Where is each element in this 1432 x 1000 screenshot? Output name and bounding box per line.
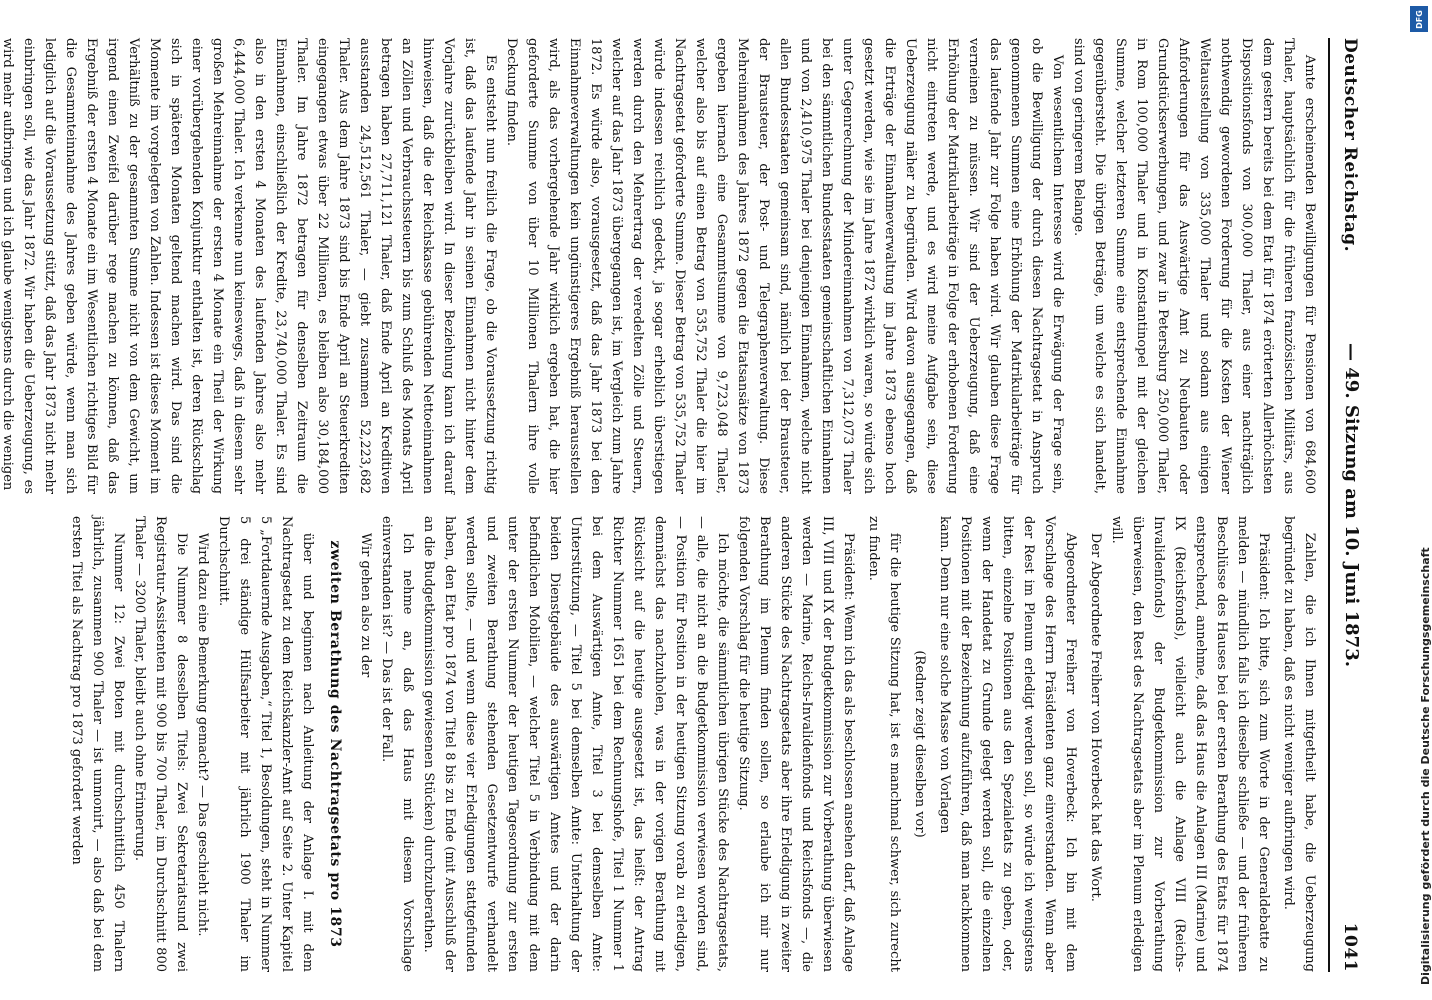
- paragraph: Ich möchte, die sämmtlichen übrigen Stücke des Nachtragsetats, — alle, die nicht an die Budgetkommission verwiesen worden sind, — Position für Position in der heutigen Sitzung vorab zu erledigen, demnächst das nachzuholen, was in der vorigen Berathung mit Rücksicht auf die heutige ausgesetzt ist, das heißt: der Antrag Richter Nummer 1651 bei dem Rechnungshofe, Titel 1 Nummer 1 bei dem Auswärtigen Amte, Titel 3 bei demselben Amte: Unterstützung, — Titel 5 bei demselben Amte: Unterhaltung der beiden Dienstgebäude des auswärtigen Amtes und der darin befindlichen Mobilien, — welcher Titel 5 in Verbindung mit dem unter der ersten Nummer der heutigen Tagesordnung zur ersten und zweiten Berathung stehenden Gesetzentwurfe verhandelt werden sollte, — und wenn diese vier Erledigungen stattgefunden haben, den Etat pro 1874 von Titel 8 bis zu Ende (mit Ausschluß der an die Budgetkommission gewiesenen Stücken) durchzuberathen.: [421, 516, 730, 972]
- text-column-right: [32, 516, 1320, 972]
- page-header: [1328, 38, 1370, 972]
- dfg-logo: DFG: [1410, 6, 1428, 32]
- text-columns: [0, 38, 1320, 972]
- paragraph: Zahlen, die ich Ihnen mitgetheilt habe, die Ueberzeugung begründet zu haben, daß es nicht weniger aufbringen wird.: [1281, 516, 1317, 972]
- text-column-left: [0, 38, 1320, 494]
- paragraph: Präsident: Wenn ich das als beschlossen ansehen darf, daß Anlage III, VIII und IX der Budgetkommission zur Vorberathung überwiesen werden — Marine, Reichs-Invalidenfonds und Reichsfonds —, die anderen Stücke des Nachtragsetats aber ihre Erledigung in zweiter Berathung im Plenum finden sollen, so erlaube ich mir nur folgenden Vorschlag für die heutige Sitzung.: [736, 516, 856, 972]
- paragraph: Der Abgeordnete Freiherr von Hoverbeck hat das Wort.: [1088, 532, 1103, 902]
- paragraph: (Redner zeigt dieselben vor): [912, 650, 927, 838]
- paragraph: Abgeordneter Freiherr von Hoverbeck: Ich bin mit dem Vorschlage des Herrn Präsidenten ganz einverstanden. Wenn aber der Rest im Plenum erledigt werden soll, so würde ich wenigstens bitten, einzelne Positionen aus den Spezialetats zu geben, oder, wenn der Handetat zu Grunde gelegt werden soll, die einzelnen Positionen mit der Bezeichnung aufzuführen, daß man nachkommen kann. Denn nur eine solche Masse von Vorlagen: [937, 516, 1078, 972]
- paragraph: Amte erscheinenden Bewilligungen für Pensionen von 684,600 Thaler, hauptsächlich für die früheren französischen Militärs, aus dem gestern bereits bei dem Etat für 1874 erörterten Allerhöchsten Dispositionsfonds von 300,000 Thaler, aus einer nachträglich nothwendig gewordenen Forderung für die Kosten der Wiener Weltausstellung von 335,000 Thaler und sodann aus einigen Anforderungen für das Auswärtige Amt zu Neubauten oder Grundstückserwerbungen, und zwar in Petersburg 250,000 Thaler, in Rom 100,000 Thaler und in Konstantinopel mit der gleichen Summe, welcher letzteren Summe eine entsprechende Einnahme gegenübersteht. Die übrigen Beträge, um welche es sich handelt, sind von geringerem Belange.: [1071, 38, 1317, 494]
- paragraph: Von wesentlichem Interesse wird die Erwägung der Frage sein, ob die Bewilligung der durch diesen Nachtragsetat in Anspruch genommenen Summen eine Erhöhung der Matrikularbeiträge für das laufende Jahr zur Folge haben wird. Wir glauben diese Frage verneinen zu müssen. Wir sind der Ueberzeugung, daß eine Erhöhung der Matrikularbeiträge in Folge der erhobenen Forderung nicht eintreten werde, und es wird meine Aufgabe sein, diese Ueberzeugung näher zu begründen. Wird davon ausgegangen, daß die Erträge der Einnahmeverwaltung im Jahre 1873 ebenso hoch gesetzt werden, wie sie im Jahre 1872 wirklich waren, so würde sich unter Gegenrechnung der Mindereinnahmen von 7,312,073 Thaler bei den sämmtlichen Bundesstaaten gemeinschaftlichen Einnahmen und von 2,410,975 Thaler bei denjenigen Einnahmen, welche nicht allen Bundesstaaten gemeinsam sind, nämlich bei der Brausteuer, der Brausteuer, der Post- und Telegraphenverwaltung. Diese Mehreinnahmen des Jahres 1872 gegen die Etatsansätze von 1873 ergeben hiernach eine Gesammtsumme von 9,723,048 Thaler, welcher also bis auf einen Betrag von 535,752 Thaler die hier im Nachtragsetat geforderte Summe. Dieser Betrag von 535,752 Thaler würde indessen reichlich gedeckt, ja sogar erheblich überstiegen werden durch den Mehrertrag der veredelten Zölle und Steuern, welcher auf das Jahr 1873 übergegangen ist, im Vergleich zum Jahre 1872. Es würde also, vorausgesetzt, daß das Jahr 1873 bei den Einnahmeverwaltungen kein ungünstigeres Ergebniß herausstellen wird, als das vorhergehende Jahr wirklich ergeben hat, die hier geforderte Summe von über 10 Millionen Thalern ihre volle Deckung finden.: [504, 38, 1065, 494]
- page-number: 1041: [1340, 922, 1360, 972]
- section-heading: zweiten Berathung des Nachtragsetats pro 1873: [327, 540, 343, 948]
- paragraph: Nummer 12: Zwei Boten mit durchschnittlich 450 Thalern jährlich, zusammen 900 Thaler — ist unmonirt, — also daß bei dem ersten Titel als Nachtrag pro 1873 gefordert werden: [69, 516, 126, 972]
- paragraph: Die Nummer 8 desselben Titels: Zwei Sekretariatsund zwei Registratur-Assistenten mit 900 bis 700 Thaler, im Durchschnitt 800 Thaler — 3200 Thaler, bleibt auch ohne Erinnerung.: [132, 516, 189, 972]
- paragraph: Ich nehme an, daß das Haus mit diesem Vorschlage einverstanden ist? — Das ist der Fall.: [379, 516, 415, 972]
- paragraph: über und beginnen nach Anleitung der Anlage I. mit dem Nachtragsetat zu dem Reichskanzler-Amt auf Seite 2. Unter Kapitel 5 „Fortdauernde Ausgaben,“ Titel 1, Besoldungen, steht in Nummer 5 drei ständige Hülfsarbeiter mit jährlich 1900 Thaler im Durchschnitt.: [216, 516, 315, 972]
- paragraph: Wird dazu eine Bemerkung gemacht? — Das geschieht nicht.: [195, 532, 210, 937]
- digitization-credit: [1408, 0, 1430, 1000]
- running-title: Deutscher Reichstag.: [1340, 38, 1360, 253]
- paragraph: Präsident: Ich bitte, sich zum Worte in der Generaldebatte zu melden — mündlich falls ich dieselbe schließe — und der früheren Beschlüsse des Hauses bei der ersten Berathung des Etats für 1874 entsprechend, annehme, daß das Haus die Anlagen III (Marine) und IX (Reichsfonds), vielleicht auch die Anlage VIII (Reichs-Invalidenfonds) der Budgetkommission zur Vorberathung überweisen, den Rest des Nachtragsetats aber im Plenum erledigen will.: [1109, 516, 1271, 972]
- credit-text: Digitalisierung gefördert durch die Deutsche Forschungsgemeinschaft: [1419, 547, 1432, 985]
- paragraph: für die heutige Sitzung hat, ist es manchmal schwer, sich zurecht zu finden.: [866, 516, 902, 972]
- paragraph: Wir gehen also zu der: [358, 532, 373, 678]
- session-title: — 49. Sitzung am 10. Juni 1873.: [1341, 343, 1362, 667]
- paragraph: Es entsteht nun freilich die Frage, ob die Voraussetzung richtig ist, daß das laufende Jahr in seinen Einnahmen nicht hinter dem Vorjahre zurückbleiben wird. In dieser Beziehung kann ich darauf hinweisen, daß die der Reichskasse gebührenden Nettoeinnahmen an Zöllen und Verbrauchssteuern bis zum Schluß des Monats April betragen haben 27,711,121 Thaler, daß Ende April an Kreditiven ausstanden 24,512,561 Thaler, — giebt zusammen 52,223,682 Thaler. Aus dem Jahre 1873 sind bis Ende April an Steuerkrediten eingegangen etwas über 22 Millionen, es bleiben also 30,184,000 Thaler. Im Jahre 1872 betragen für denselben Zeitraum die Einnahmen, einschließlich der Kredite, 23,740,000 Thaler. Es sind also in den ersten 4 Monaten des laufenden Jahres also mehr 6,444,000 Thaler. Ich verkenne nun keineswegs, daß in diesem sehr großen Mehreinnahme der ersten 4 Monate ein Theil der Wirkung einer vorübergehenden Konjunktur enthalten ist, deren Rückschlag sich in späteren Monaten geltend machen wird. Das sind die Momente im vorgelegten von Zahlen. Indessen ist dieses Moment im Verhältniß zu der gesammten Summe nicht von dem Gewicht, um irgend einen Zweifel darüber rege machen zu können, daß das Ergebniß der ersten 4 Monate ein im Wesentlichen richtiges Bild für die Gesammteinnahme des Jahres geben würde, wenn man sich lediglich auf die Voraussetzung stützt, daß das Jahr 1873 nicht mehr einbringen soll, wie das Jahr 1872. Wir haben die Ueberzeugung, es wird mehr aufbringen und ich glaube wenigstens durch die wenigen: [0, 38, 498, 494]
